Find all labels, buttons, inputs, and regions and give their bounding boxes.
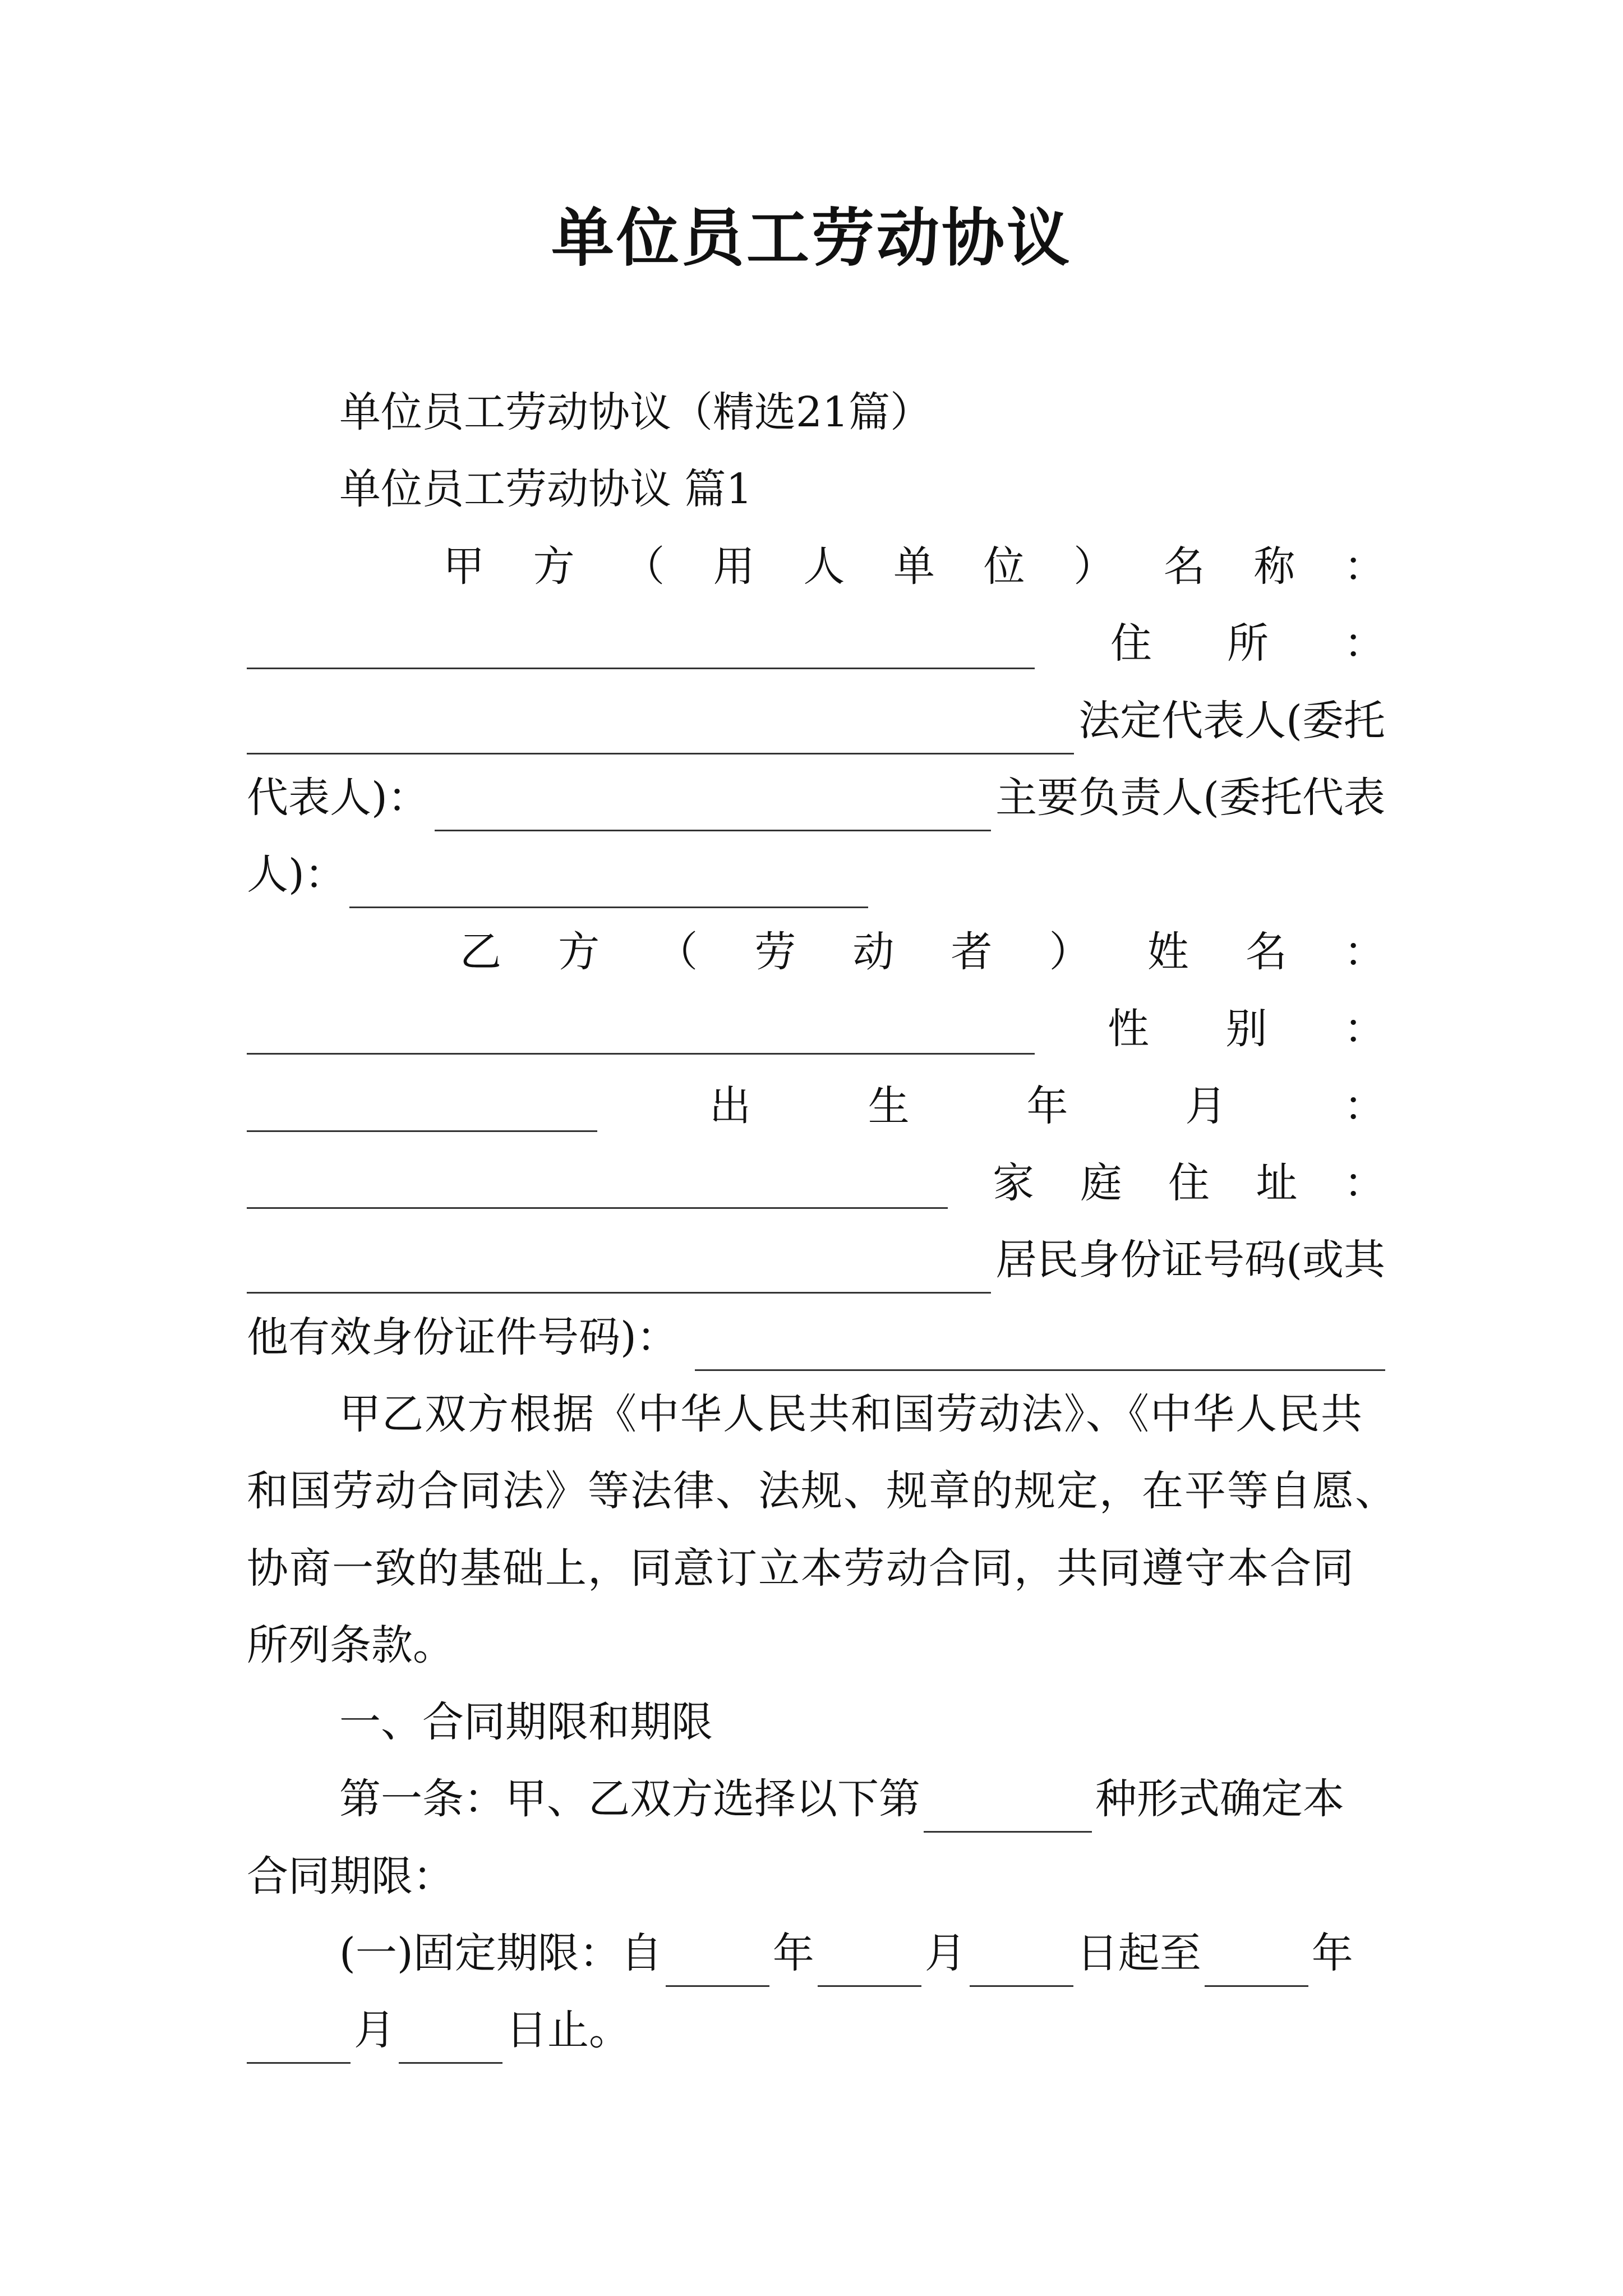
party-a-principal-label-cont: 人)： [247,850,346,899]
party-a-principal-label: 主要负责人(委托代表 [995,774,1385,822]
party-a-legal-rep-blank[interactable] [435,780,991,831]
month-label: 月 [924,1929,966,1977]
party-b-id-label: 居民身份证号码(或其 [995,1236,1385,1284]
day-to-label: 日止。 [506,2006,630,2054]
fixed-term-line-2 [247,1996,1385,2064]
party-b-id-blank[interactable] [695,1320,1385,1371]
start-day-blank[interactable] [970,1938,1073,1987]
article-one-blank[interactable] [924,1784,1092,1833]
end-month-blank[interactable] [247,2015,351,2064]
year2-label: 年 [1311,1929,1353,1977]
party-a-address-blank[interactable] [247,703,1074,754]
party-b-gender-label: 性 别 ： [1108,1005,1385,1053]
party-b-name-label: 乙 方 （ 劳 动 者 ） 姓 名 ： [460,928,1385,976]
party-a-principal-blank[interactable] [349,859,868,908]
party-b-birth-blank[interactable] [247,1207,948,1209]
document-subtitle: 单位员工劳动协议（精选21篇） [339,388,932,436]
day-from-label: 日起至 [1076,1929,1201,1977]
preamble-line-4: 所列条款。 [247,1621,454,1669]
end-day-blank[interactable] [399,2015,502,2064]
article-one [339,1765,1385,1833]
party-a-name-blank[interactable] [247,668,1035,669]
party-b-id-row-2 [247,1304,1385,1371]
party-b-home-address-label: 家 庭 住 址 ： [993,1159,1385,1207]
party-b-home-address-blank[interactable] [247,1243,991,1294]
preamble-line-1: 甲乙双方根据《中华人民共和国劳动法》、《中华人民共 [339,1390,1363,1438]
party-b-id-row [247,1226,1385,1294]
article-one-suffix: 种形式确定本 [1095,1775,1344,1823]
article-one-cont: 合同期限： [247,1852,454,1901]
party-a-legal-rep-row [247,687,1385,754]
fixed-term-line [339,1920,1385,1987]
party-a-principal-row [247,764,1385,831]
party-b-name-blank[interactable] [247,1053,1035,1055]
party-a-legal-rep-label-cont: 代表人)： [247,774,429,822]
party-a-address-label-text: 住 所 ： [1110,619,1385,668]
end-year-blank[interactable] [1205,1938,1308,1987]
party-b-gender-blank[interactable] [247,1130,597,1132]
fixed-term-prefix: (一)固定期限：自 [339,1929,662,1977]
start-month-blank[interactable] [818,1938,921,1987]
party-b-id-label-cont: 他有效身份证件号码)： [247,1313,678,1361]
preamble-line-2: 和国劳动合同法》等法律、法规、规章的规定，在平等自愿、 [247,1467,1398,1515]
month2-label: 月 [354,2006,395,2054]
document-title: 单位员工劳动协议 [551,201,1072,275]
section-heading: 单位员工劳动协议 篇1 [339,465,753,513]
chapter-one-heading: 一、合同期限和期限 [339,1698,713,1746]
year-label: 年 [772,1929,814,1977]
party-a-name-label: 甲 方 （ 用 人 单 位 ） 名 称 ： [443,542,1385,591]
party-a-principal-row-2 [247,841,1385,908]
party-a-legal-rep-label: 法定代表人(委托 [1078,697,1385,745]
party-b-birth-label: 出 生 年 月 ： [709,1082,1385,1130]
article-one-prefix: 第一条：甲、乙双方选择以下第 [339,1775,920,1823]
start-year-blank[interactable] [666,1938,769,1987]
preamble-line-3: 协商一致的基础上，同意订立本劳动合同，共同遵守本合同 [247,1544,1355,1593]
